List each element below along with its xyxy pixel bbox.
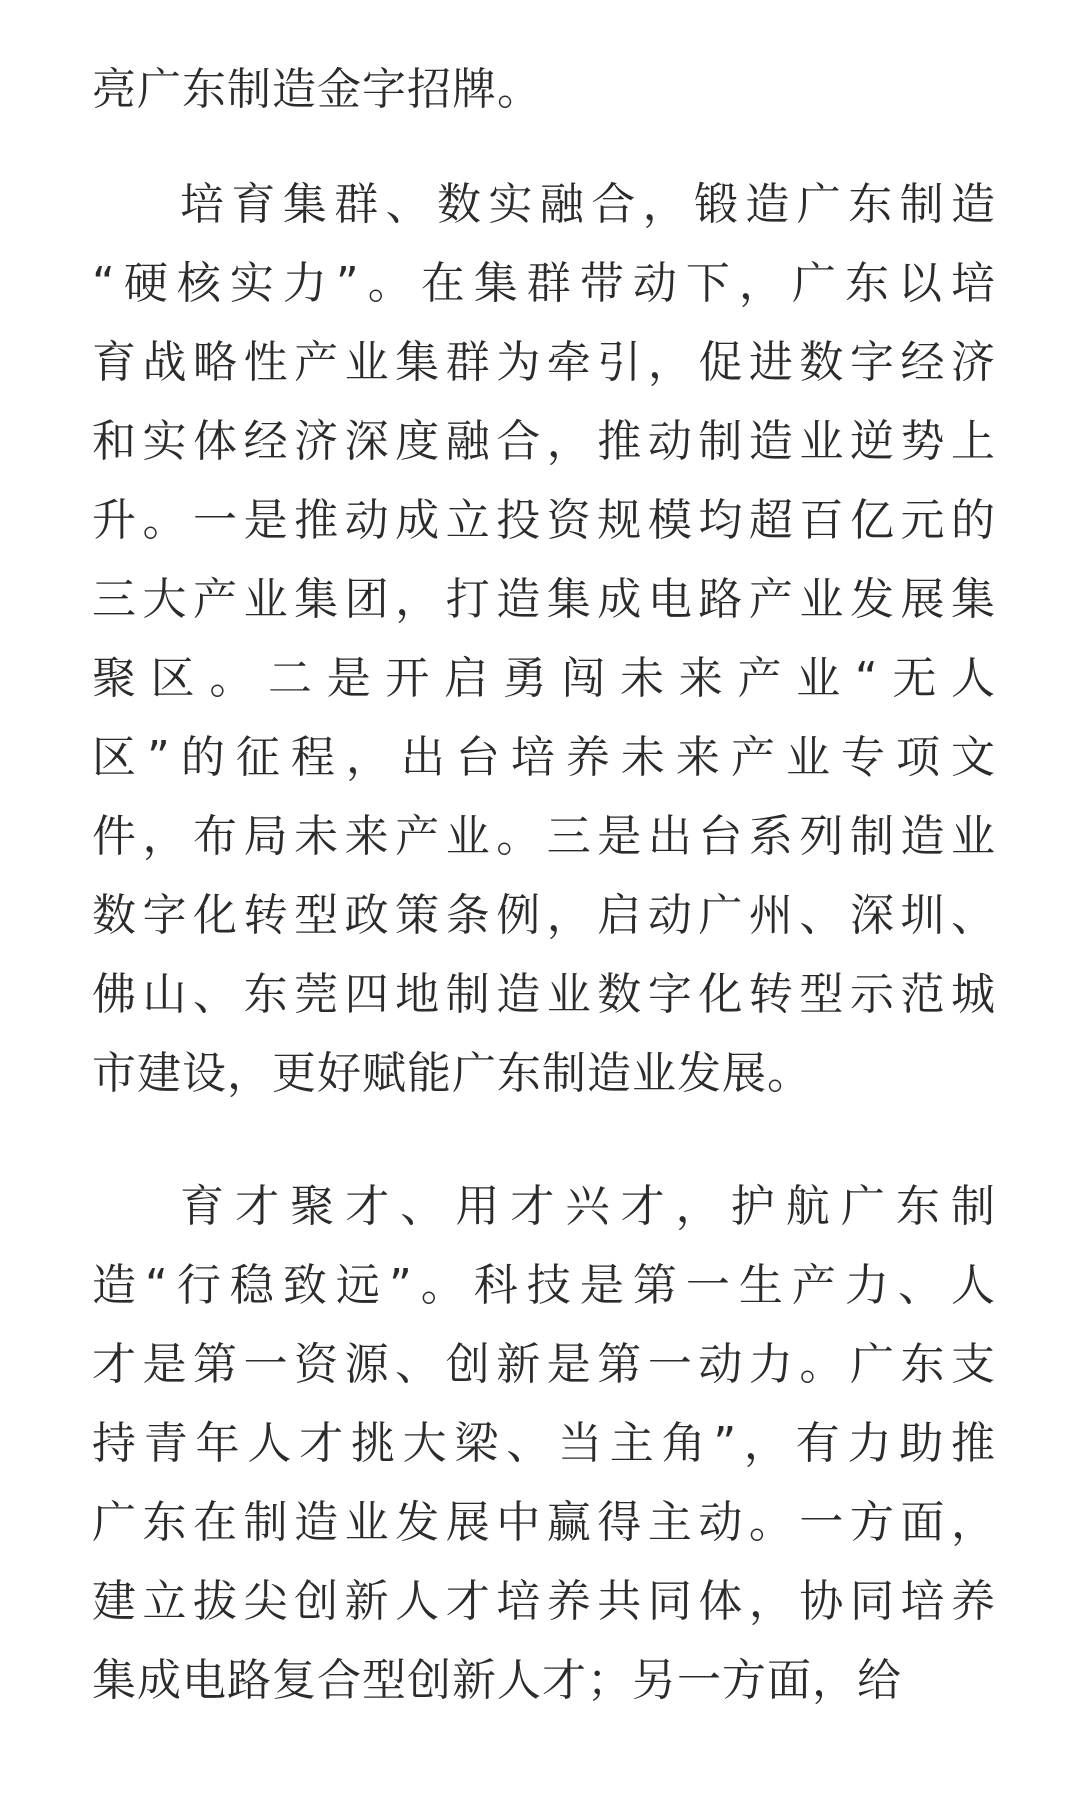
article-body [92, 0, 996, 1720]
text-line: 件，布局未来产业。三是出台系列制造业 [92, 811, 996, 862]
text-line: 培育集群、数实融合，锻造广东制造 [180, 179, 996, 230]
text-line: 市建设，更好赋能广东制造业发展。 [92, 1048, 812, 1099]
text-line: “硬核实力”。在集群带动下，广东以培 [92, 258, 996, 309]
text-line: 广东在制造业发展中赢得主动。一方面， [92, 1497, 996, 1548]
text-line: 持青年人才挑大梁、当主角”，有力助推 [92, 1418, 996, 1469]
text-line: 造“行稳致远”。科技是第一生产力、人 [92, 1260, 996, 1311]
paragraph-intro-tail [92, 0, 996, 129]
text-line: 区”的征程，出台培养未来产业专项文 [92, 732, 996, 783]
text-line: 佛山、东莞四地制造业数字化转型示范城 [92, 969, 996, 1020]
paragraph-2 [92, 165, 996, 1113]
text-line: 聚区。二是开启勇闯未来产业“无人 [92, 653, 996, 704]
paragraph-spacer [92, 129, 996, 165]
text-line: 三大产业集团，打造集成电路产业发展集 [92, 574, 996, 625]
text-line: 和实体经济深度融合，推动制造业逆势上 [92, 416, 996, 467]
text-line: 育才聚才、用才兴才，护航广东制 [180, 1181, 996, 1232]
text-line: 育战略性产业集群为牵引，促进数字经济 [92, 337, 996, 388]
text-line: 亮广东制造金字招牌。 [92, 64, 542, 115]
text-line: 数字化转型政策条例，启动广州、深圳、 [92, 890, 996, 941]
text-line: 建立拔尖创新人才培养共同体，协同培养 [92, 1576, 996, 1627]
paragraph-spacer [92, 1113, 996, 1167]
text-line: 才是第一资源、创新是第一动力。广东支 [92, 1339, 996, 1390]
text-line: 升。一是推动成立投资规模均超百亿元的 [92, 495, 996, 546]
text-line: 集成电路复合型创新人才；另一方面，给 [92, 1655, 902, 1706]
paragraph-3 [92, 1167, 996, 1720]
